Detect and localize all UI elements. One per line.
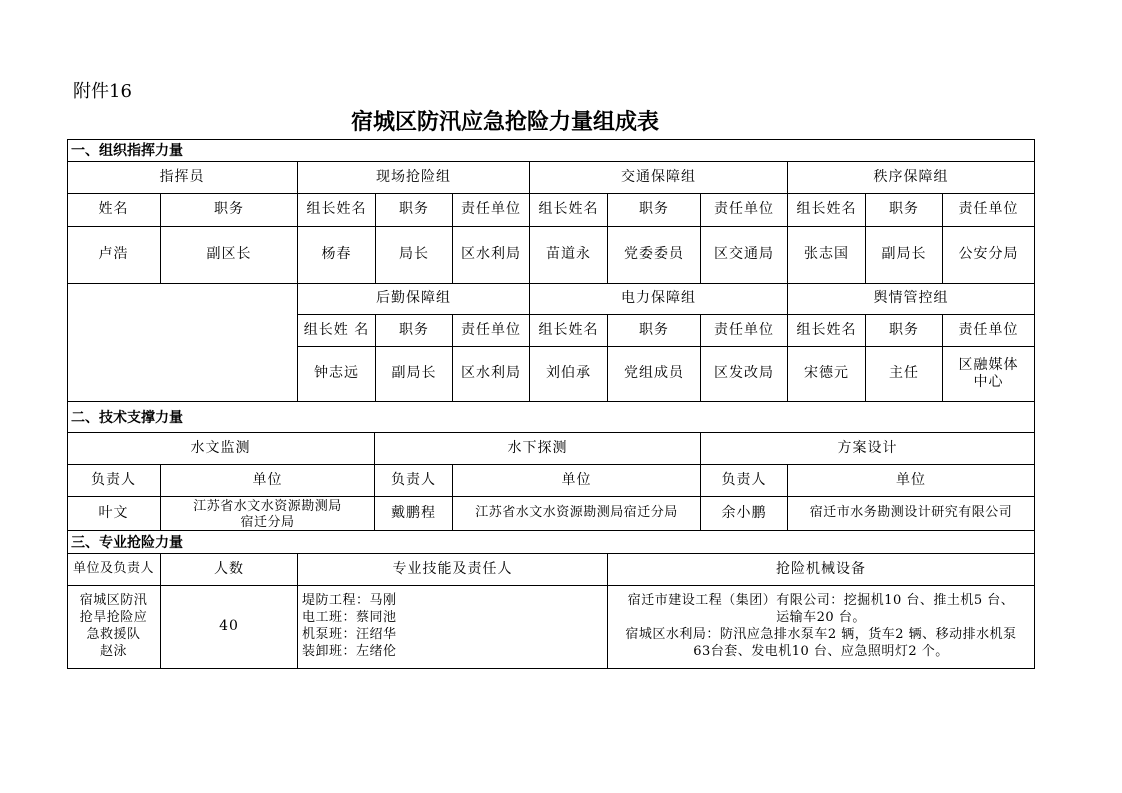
leader-name: 刘伯承 xyxy=(530,347,608,402)
unit-header: 责任单位 xyxy=(701,315,788,347)
position-header: 职务 xyxy=(608,194,701,227)
leader-unit: 区水利局 xyxy=(453,227,530,284)
position-header: 职务 xyxy=(376,194,453,227)
commander-position: 副区长 xyxy=(161,227,298,284)
leader-unit: 区交通局 xyxy=(701,227,788,284)
person-name: 叶文 xyxy=(67,497,161,531)
leader-header: 组长姓名 xyxy=(788,194,866,227)
header-row-2 xyxy=(67,315,1035,347)
commander-name: 卢浩 xyxy=(67,227,161,284)
tech-group-title: 方案设计 xyxy=(701,433,1035,465)
unit-person-header: 单位及负责人 xyxy=(67,554,161,586)
unit-header: 责任单位 xyxy=(453,194,530,227)
tech-group-title: 水文监测 xyxy=(67,433,375,465)
person-name: 戴鹏程 xyxy=(375,497,453,531)
group-title-row-2 xyxy=(67,284,1035,315)
person-header: 负责人 xyxy=(701,465,788,497)
leader-header: 组长姓名 xyxy=(298,194,376,227)
leader-position: 党委委员 xyxy=(608,227,701,284)
leader-position: 副局长 xyxy=(866,227,943,284)
tech-header-row xyxy=(67,465,1035,497)
unit-header: 责任单位 xyxy=(701,194,788,227)
leader-header: 组长姓名 xyxy=(530,315,608,347)
rescue-count: 40 xyxy=(161,586,298,669)
attachment-label: 附件16 xyxy=(73,81,132,102)
leader-unit: 区水利局 xyxy=(453,347,530,402)
skills-header: 专业技能及责任人 xyxy=(298,554,608,586)
unit-header: 单位 xyxy=(453,465,701,497)
position-header: 职务 xyxy=(161,194,298,227)
group-title: 舆情管控组 xyxy=(788,284,1035,315)
leader-unit: 公安分局 xyxy=(943,227,1035,284)
unit-header: 责任单位 xyxy=(943,194,1035,227)
position-header: 职务 xyxy=(866,194,943,227)
leader-position: 主任 xyxy=(866,347,943,402)
section-heading-3: 三、专业抢险力量 xyxy=(67,531,1035,554)
rescue-equipment: 宿迁市建设工程（集团）有限公司：挖掘机10 台、推土机5 台、 运输车20 台。 宿城区水利局：防汛应急排水泵车2 辆，货车2 辆、移动排水机泵 63台套、发电机10 台、应急照明灯2 个。 xyxy=(608,586,1035,669)
unit-header: 责任单位 xyxy=(453,315,530,347)
leader-name: 宋德元 xyxy=(788,347,866,402)
leader-name: 苗道永 xyxy=(530,227,608,284)
section-heading-2: 二、技术支撑力量 xyxy=(67,402,1035,433)
leader-position: 副局长 xyxy=(376,347,453,402)
group-title: 现场抢险组 xyxy=(298,162,530,194)
rescue-skills: 堤防工程：马刚 电工班：蔡同池 机泵班：汪绍华 装卸班：左绪伦 xyxy=(298,586,608,669)
position-header: 职务 xyxy=(376,315,453,347)
tech-unit: 江苏省水文水资源勘测局 宿迁分局 xyxy=(161,497,375,531)
tech-unit: 宿迁市水务勘测设计研究有限公司 xyxy=(788,497,1035,531)
force-table xyxy=(67,139,1035,669)
rescue-data-row xyxy=(67,586,1035,669)
tech-unit: 江苏省水文水资源勘测局宿迁分局 xyxy=(453,497,701,531)
person-header: 负责人 xyxy=(67,465,161,497)
data-row-2 xyxy=(67,347,1035,402)
leader-name: 杨春 xyxy=(298,227,376,284)
group-title-row-1 xyxy=(67,162,1035,194)
group-title: 秩序保障组 xyxy=(788,162,1035,194)
commander-group-title: 指挥员 xyxy=(67,162,298,194)
position-header: 职务 xyxy=(608,315,701,347)
rescue-unit-person: 宿城区防汛 抢旱抢险应 急救援队 赵泳 xyxy=(67,586,161,669)
tech-group-title: 水下探测 xyxy=(375,433,701,465)
leader-header: 组长姓 名 xyxy=(298,315,376,347)
group-title: 电力保障组 xyxy=(530,284,788,315)
name-header: 姓名 xyxy=(67,194,161,227)
unit-header: 单位 xyxy=(161,465,375,497)
header-row-1 xyxy=(67,194,1035,227)
group-title: 交通保障组 xyxy=(530,162,788,194)
leader-position: 党组成员 xyxy=(608,347,701,402)
tech-group-title-row xyxy=(67,433,1035,465)
tech-data-row xyxy=(67,497,1035,531)
unit-header: 责任单位 xyxy=(943,315,1035,347)
leader-unit: 区发改局 xyxy=(701,347,788,402)
group-title: 后勤保障组 xyxy=(298,284,530,315)
position-header: 职务 xyxy=(866,315,943,347)
leader-unit: 区融媒体 中心 xyxy=(943,347,1035,402)
page-title: 宿城区防汛应急抢险力量组成表 xyxy=(350,109,659,135)
leader-name: 张志国 xyxy=(788,227,866,284)
equipment-header: 抢险机械设备 xyxy=(608,554,1035,586)
person-header: 负责人 xyxy=(375,465,453,497)
section-heading-1: 一、组织指挥力量 xyxy=(67,139,1035,162)
leader-name: 钟志远 xyxy=(298,347,376,402)
data-row-1 xyxy=(67,227,1035,284)
count-header: 人数 xyxy=(161,554,298,586)
person-name: 余小鹏 xyxy=(701,497,788,531)
rescue-header-row xyxy=(67,554,1035,586)
leader-position: 局长 xyxy=(376,227,453,284)
leader-header: 组长姓名 xyxy=(530,194,608,227)
leader-header: 组长姓名 xyxy=(788,315,866,347)
unit-header: 单位 xyxy=(788,465,1035,497)
